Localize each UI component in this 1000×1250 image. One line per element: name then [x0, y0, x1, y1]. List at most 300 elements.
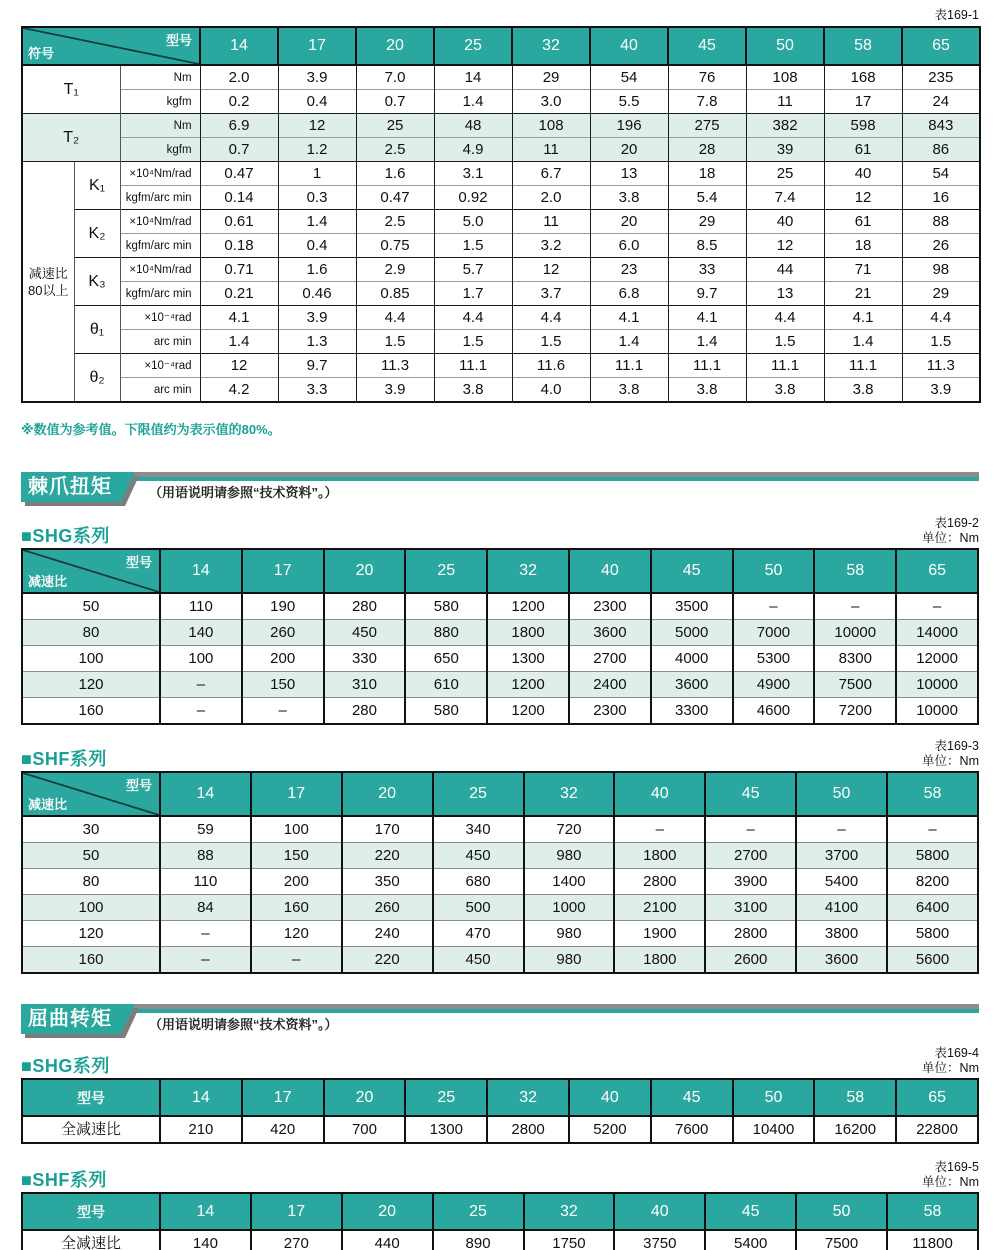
- value-cell: 450: [433, 843, 524, 869]
- value-cell: 11.1: [824, 354, 902, 378]
- model-header: 25: [433, 772, 524, 816]
- value-cell: 2800: [614, 869, 705, 895]
- rule-teal-stripe: [123, 1009, 979, 1013]
- model-header: 25: [405, 549, 487, 593]
- table-row: [22, 895, 978, 921]
- value-cell: 580: [405, 593, 487, 620]
- value-cell: 1.5: [434, 234, 512, 258]
- value-cell: 13: [590, 162, 668, 186]
- spec-table-head: [22, 27, 980, 65]
- value-cell: 2.5: [356, 210, 434, 234]
- value-cell: 2700: [705, 843, 796, 869]
- value-cell: 3.9: [278, 65, 356, 90]
- value-cell: 4.4: [434, 306, 512, 330]
- series-label-shf-buckling: ■SHF系列: [21, 1170, 107, 1190]
- value-cell: 5400: [796, 869, 887, 895]
- value-cell: 0.18: [200, 234, 278, 258]
- table-row: [22, 138, 980, 162]
- unit-label: 单位：Nm: [922, 531, 979, 545]
- value-cell: 12: [278, 114, 356, 138]
- value-cell: 650: [405, 646, 487, 672]
- table-row: [22, 65, 980, 90]
- model-header: 50: [796, 772, 887, 816]
- unit-label: 单位：Nm: [922, 754, 979, 768]
- table-row: [22, 210, 980, 234]
- value-cell: 1.6: [278, 258, 356, 282]
- value-cell: 0.71: [200, 258, 278, 282]
- value-cell: 10000: [814, 620, 896, 646]
- row-label: 50: [22, 593, 160, 620]
- symbol-label: θ₂: [74, 354, 120, 403]
- value-cell: 11.1: [746, 354, 824, 378]
- value-cell: 1200: [487, 672, 569, 698]
- value-cell: 7.4: [746, 186, 824, 210]
- table-row: [22, 258, 980, 282]
- value-cell: 3100: [705, 895, 796, 921]
- value-cell: 1.4: [824, 330, 902, 354]
- value-cell: 4.0: [512, 378, 590, 403]
- value-cell: 7.0: [356, 65, 434, 90]
- value-cell: 40: [824, 162, 902, 186]
- table-row: [22, 672, 978, 698]
- model-header: 17: [251, 1193, 342, 1230]
- value-cell: 11800: [887, 1230, 978, 1250]
- value-cell: 1.3: [278, 330, 356, 354]
- value-cell: 4.1: [200, 306, 278, 330]
- unit-cell: kgfm/arc min: [120, 186, 200, 210]
- value-cell: 240: [342, 921, 433, 947]
- section-note-buckling: （用语说明请参照“技术资料”。）: [149, 1017, 338, 1032]
- model-header: 32: [487, 1079, 569, 1116]
- value-cell: 5200: [569, 1116, 651, 1143]
- value-cell: 76: [668, 65, 746, 90]
- value-cell: 10000: [896, 698, 978, 725]
- section-ratchet: [21, 472, 979, 502]
- value-cell: 3600: [796, 947, 887, 974]
- value-cell: 108: [746, 65, 824, 90]
- value-cell: 5300: [733, 646, 815, 672]
- spec-table: [21, 26, 981, 403]
- value-cell: 3750: [614, 1230, 705, 1250]
- rule-teal-stripe: [123, 477, 979, 481]
- value-cell: 700: [324, 1116, 406, 1143]
- model-header: 32: [524, 772, 615, 816]
- model-header: 14: [160, 1193, 251, 1230]
- table-caption-block: [922, 1160, 979, 1190]
- value-cell: 1.5: [434, 330, 512, 354]
- corner-bottom-label: 减速比: [28, 574, 68, 589]
- table-head: [22, 1193, 978, 1230]
- value-cell: 0.61: [200, 210, 278, 234]
- value-cell: –: [796, 816, 887, 843]
- value-cell: 4.4: [512, 306, 590, 330]
- value-cell: 470: [433, 921, 524, 947]
- value-cell: –: [160, 672, 242, 698]
- table-row: [22, 90, 980, 114]
- value-cell: 12: [512, 258, 590, 282]
- value-cell: 2400: [569, 672, 651, 698]
- table-body: [22, 593, 978, 724]
- value-cell: –: [242, 698, 324, 725]
- value-cell: 16: [902, 186, 980, 210]
- value-cell: 18: [668, 162, 746, 186]
- model-header: 17: [278, 27, 356, 65]
- unit-cell: ×10⁴Nm/rad: [120, 258, 200, 282]
- model-header: 45: [668, 27, 746, 65]
- value-cell: 3.8: [590, 186, 668, 210]
- value-cell: 2800: [487, 1116, 569, 1143]
- table-row: [22, 843, 978, 869]
- model-header: 14: [160, 1079, 242, 1116]
- table-caption-block: [922, 1046, 979, 1076]
- value-cell: 140: [160, 620, 242, 646]
- model-header: 20: [342, 772, 433, 816]
- model-header: 17: [251, 772, 342, 816]
- value-cell: 2.0: [200, 65, 278, 90]
- unit-label: 单位：Nm: [922, 1175, 979, 1189]
- value-cell: 3.9: [356, 378, 434, 403]
- value-cell: 1000: [524, 895, 615, 921]
- symbol-label: θ₁: [74, 306, 120, 354]
- value-cell: 11.6: [512, 354, 590, 378]
- row-label: 120: [22, 672, 160, 698]
- value-cell: 100: [160, 646, 242, 672]
- value-cell: 33: [668, 258, 746, 282]
- value-cell: 3.7: [512, 282, 590, 306]
- row-label: 100: [22, 895, 160, 921]
- value-cell: 168: [824, 65, 902, 90]
- corner-bottom-label: 符号: [28, 46, 55, 61]
- value-cell: 890: [433, 1230, 524, 1250]
- value-cell: 4900: [733, 672, 815, 698]
- value-cell: 11: [512, 138, 590, 162]
- value-cell: 1.7: [434, 282, 512, 306]
- value-cell: 110: [160, 593, 242, 620]
- model-header: 14: [200, 27, 278, 65]
- unit-cell: kgfm/arc min: [120, 282, 200, 306]
- model-header: 58: [814, 1079, 896, 1116]
- value-cell: 598: [824, 114, 902, 138]
- value-cell: 48: [434, 114, 512, 138]
- value-cell: 3800: [796, 921, 887, 947]
- value-cell: 29: [668, 210, 746, 234]
- value-cell: 150: [251, 843, 342, 869]
- unit-cell: arc min: [120, 378, 200, 403]
- ratchet-shf-table: [21, 771, 979, 974]
- model-header: 45: [651, 549, 733, 593]
- value-cell: 1.5: [512, 330, 590, 354]
- value-cell: 500: [433, 895, 524, 921]
- series-label-shg-ratchet: ■SHG系列: [21, 526, 110, 546]
- value-cell: 2.5: [356, 138, 434, 162]
- value-cell: 4.4: [356, 306, 434, 330]
- value-cell: 12: [824, 186, 902, 210]
- value-cell: 0.75: [356, 234, 434, 258]
- value-cell: 61: [824, 210, 902, 234]
- value-cell: 3.8: [668, 378, 746, 403]
- value-cell: 11.3: [356, 354, 434, 378]
- header-row: [22, 27, 980, 65]
- corner-bottom-label: 减速比: [28, 797, 68, 812]
- value-cell: 1.5: [746, 330, 824, 354]
- table-body: [22, 816, 978, 973]
- value-cell: 11.1: [668, 354, 746, 378]
- value-cell: 88: [902, 210, 980, 234]
- value-cell: 0.14: [200, 186, 278, 210]
- table-row: [22, 816, 978, 843]
- value-cell: 4000: [651, 646, 733, 672]
- model-header: 17: [242, 1079, 324, 1116]
- unit-cell: kgfm: [120, 138, 200, 162]
- table-row: [22, 646, 978, 672]
- value-cell: 1.4: [668, 330, 746, 354]
- value-cell: 3.8: [746, 378, 824, 403]
- model-header: 32: [512, 27, 590, 65]
- value-cell: 39: [746, 138, 824, 162]
- side-label-line: 减速比: [28, 265, 68, 281]
- row-label: 120: [22, 921, 160, 947]
- value-cell: 44: [746, 258, 824, 282]
- unit-cell: kgfm/arc min: [120, 234, 200, 258]
- value-cell: 1300: [405, 1116, 487, 1143]
- row-label: 80: [22, 869, 160, 895]
- value-cell: 11.3: [902, 354, 980, 378]
- value-cell: 22800: [896, 1116, 978, 1143]
- value-cell: 59: [160, 816, 251, 843]
- value-cell: 61: [824, 138, 902, 162]
- value-cell: 17: [824, 90, 902, 114]
- symbol-label: K₁: [74, 162, 120, 210]
- table-head: [22, 549, 978, 593]
- value-cell: 1.4: [200, 330, 278, 354]
- value-cell: 54: [902, 162, 980, 186]
- value-cell: 26: [902, 234, 980, 258]
- section-note-ratchet: （用语说明请参照“技术资料”。）: [149, 485, 338, 500]
- value-cell: 9.7: [668, 282, 746, 306]
- value-cell: 1900: [614, 921, 705, 947]
- value-cell: –: [160, 698, 242, 725]
- value-cell: 29: [512, 65, 590, 90]
- table-row: [22, 114, 980, 138]
- value-cell: 1.4: [590, 330, 668, 354]
- value-cell: 3.8: [590, 378, 668, 403]
- value-cell: 680: [433, 869, 524, 895]
- table-body: [22, 1116, 978, 1143]
- value-cell: 6.7: [512, 162, 590, 186]
- model-header: 65: [896, 1079, 978, 1116]
- row-label: 30: [22, 816, 160, 843]
- corner-cell: [22, 27, 200, 65]
- value-cell: 5000: [651, 620, 733, 646]
- table-tag-4: 表169-4: [934, 1046, 979, 1060]
- value-cell: 5800: [887, 843, 978, 869]
- value-cell: 8300: [814, 646, 896, 672]
- corner-cell: [22, 772, 160, 816]
- value-cell: 1750: [524, 1230, 615, 1250]
- value-cell: 6.8: [590, 282, 668, 306]
- side-label: [22, 162, 74, 403]
- symbol-label: T₂: [22, 114, 120, 162]
- model-header: 65: [902, 27, 980, 65]
- model-header: 40: [569, 549, 651, 593]
- value-cell: 980: [524, 843, 615, 869]
- table-body: [22, 1230, 978, 1250]
- value-cell: 11.1: [590, 354, 668, 378]
- value-cell: 0.85: [356, 282, 434, 306]
- value-cell: 2.0: [512, 186, 590, 210]
- value-cell: 220: [342, 947, 433, 974]
- row-label: 全减速比: [22, 1230, 160, 1250]
- section-buckling: [21, 1004, 979, 1034]
- ratchet-shg-table: [21, 548, 979, 725]
- table-row: [22, 186, 980, 210]
- value-cell: 20: [590, 210, 668, 234]
- model-header: 20: [324, 1079, 406, 1116]
- value-cell: 25: [356, 114, 434, 138]
- table-tag-3: 表169-3: [934, 739, 979, 753]
- value-cell: 0.4: [278, 234, 356, 258]
- value-cell: 310: [324, 672, 406, 698]
- header-row: [22, 1079, 978, 1116]
- model-header: 32: [524, 1193, 615, 1230]
- table-tag-1: 表169-1: [934, 8, 979, 22]
- value-cell: 3.8: [434, 378, 512, 403]
- row-label: 50: [22, 843, 160, 869]
- corner-top-label: 型号: [125, 555, 152, 570]
- value-cell: 190: [242, 593, 324, 620]
- table-row: [22, 330, 980, 354]
- value-cell: 110: [160, 869, 251, 895]
- corner-top-label: 型号: [125, 778, 152, 793]
- value-cell: 2600: [705, 947, 796, 974]
- value-cell: 4.4: [746, 306, 824, 330]
- row-label: 80: [22, 620, 160, 646]
- symbol-label: K₂: [74, 210, 120, 258]
- unit-cell: ×10⁻⁴rad: [120, 354, 200, 378]
- table-head: [22, 772, 978, 816]
- value-cell: 18: [824, 234, 902, 258]
- value-cell: 7000: [733, 620, 815, 646]
- model-header: 40: [569, 1079, 651, 1116]
- value-cell: 280: [324, 698, 406, 725]
- model-header: 14: [160, 772, 251, 816]
- value-cell: –: [251, 947, 342, 974]
- value-cell: 1400: [524, 869, 615, 895]
- model-header: 58: [824, 27, 902, 65]
- value-cell: 3600: [569, 620, 651, 646]
- section-rule: [123, 472, 979, 481]
- model-header: 40: [614, 1193, 705, 1230]
- model-header: 50: [733, 549, 815, 593]
- value-cell: 2.9: [356, 258, 434, 282]
- value-cell: 7.8: [668, 90, 746, 114]
- model-header: 45: [705, 772, 796, 816]
- table-row: [22, 354, 980, 378]
- symbol-label: T₁: [22, 65, 120, 114]
- row-label: 全减速比: [22, 1116, 160, 1143]
- value-cell: 260: [242, 620, 324, 646]
- value-cell: 3300: [651, 698, 733, 725]
- value-cell: 6.9: [200, 114, 278, 138]
- value-cell: –: [733, 593, 815, 620]
- table-row: [22, 947, 978, 974]
- value-cell: 5.4: [668, 186, 746, 210]
- model-header: 45: [705, 1193, 796, 1230]
- corner-top-label: 型号: [166, 33, 193, 48]
- value-cell: 170: [342, 816, 433, 843]
- value-cell: 0.21: [200, 282, 278, 306]
- value-cell: 1200: [487, 698, 569, 725]
- value-cell: 0.3: [278, 186, 356, 210]
- value-cell: –: [614, 816, 705, 843]
- table-row: [22, 162, 980, 186]
- value-cell: 5.5: [590, 90, 668, 114]
- value-cell: 6.0: [590, 234, 668, 258]
- unit-cell: kgfm: [120, 90, 200, 114]
- value-cell: 1800: [614, 947, 705, 974]
- value-cell: 270: [251, 1230, 342, 1250]
- table-tag-5: 表169-5: [934, 1160, 979, 1174]
- value-cell: 98: [902, 258, 980, 282]
- value-cell: 440: [342, 1230, 433, 1250]
- value-cell: 980: [524, 947, 615, 974]
- value-cell: 610: [405, 672, 487, 698]
- value-cell: –: [896, 593, 978, 620]
- value-cell: 280: [324, 593, 406, 620]
- table-row: [22, 282, 980, 306]
- value-cell: 3.9: [902, 378, 980, 403]
- value-cell: 450: [324, 620, 406, 646]
- value-cell: 330: [324, 646, 406, 672]
- value-cell: 140: [160, 1230, 251, 1250]
- value-cell: 340: [433, 816, 524, 843]
- value-cell: 7600: [651, 1116, 733, 1143]
- value-cell: 6400: [887, 895, 978, 921]
- model-header: 20: [356, 27, 434, 65]
- value-cell: –: [814, 593, 896, 620]
- value-cell: 4.1: [590, 306, 668, 330]
- value-cell: 980: [524, 921, 615, 947]
- value-cell: 12000: [896, 646, 978, 672]
- model-header: 50: [746, 27, 824, 65]
- header-row: [22, 772, 978, 816]
- value-cell: 3.2: [512, 234, 590, 258]
- value-cell: 1.4: [434, 90, 512, 114]
- buckling-shg-table: [21, 1078, 979, 1144]
- value-cell: 200: [242, 646, 324, 672]
- value-cell: 7200: [814, 698, 896, 725]
- value-cell: 1200: [487, 593, 569, 620]
- value-cell: 29: [902, 282, 980, 306]
- model-header: 58: [814, 549, 896, 593]
- value-cell: 11: [746, 90, 824, 114]
- value-cell: 16200: [814, 1116, 896, 1143]
- unit-cell: arc min: [120, 330, 200, 354]
- model-header: 65: [896, 549, 978, 593]
- model-header: 32: [487, 549, 569, 593]
- value-cell: 25: [746, 162, 824, 186]
- value-cell: 0.4: [278, 90, 356, 114]
- value-cell: 0.92: [434, 186, 512, 210]
- table-row: [22, 234, 980, 258]
- model-header: 40: [614, 772, 705, 816]
- value-cell: 1.5: [356, 330, 434, 354]
- model-header: 50: [796, 1193, 887, 1230]
- table-row: [22, 306, 980, 330]
- value-cell: 23: [590, 258, 668, 282]
- value-cell: 843: [902, 114, 980, 138]
- value-cell: 1300: [487, 646, 569, 672]
